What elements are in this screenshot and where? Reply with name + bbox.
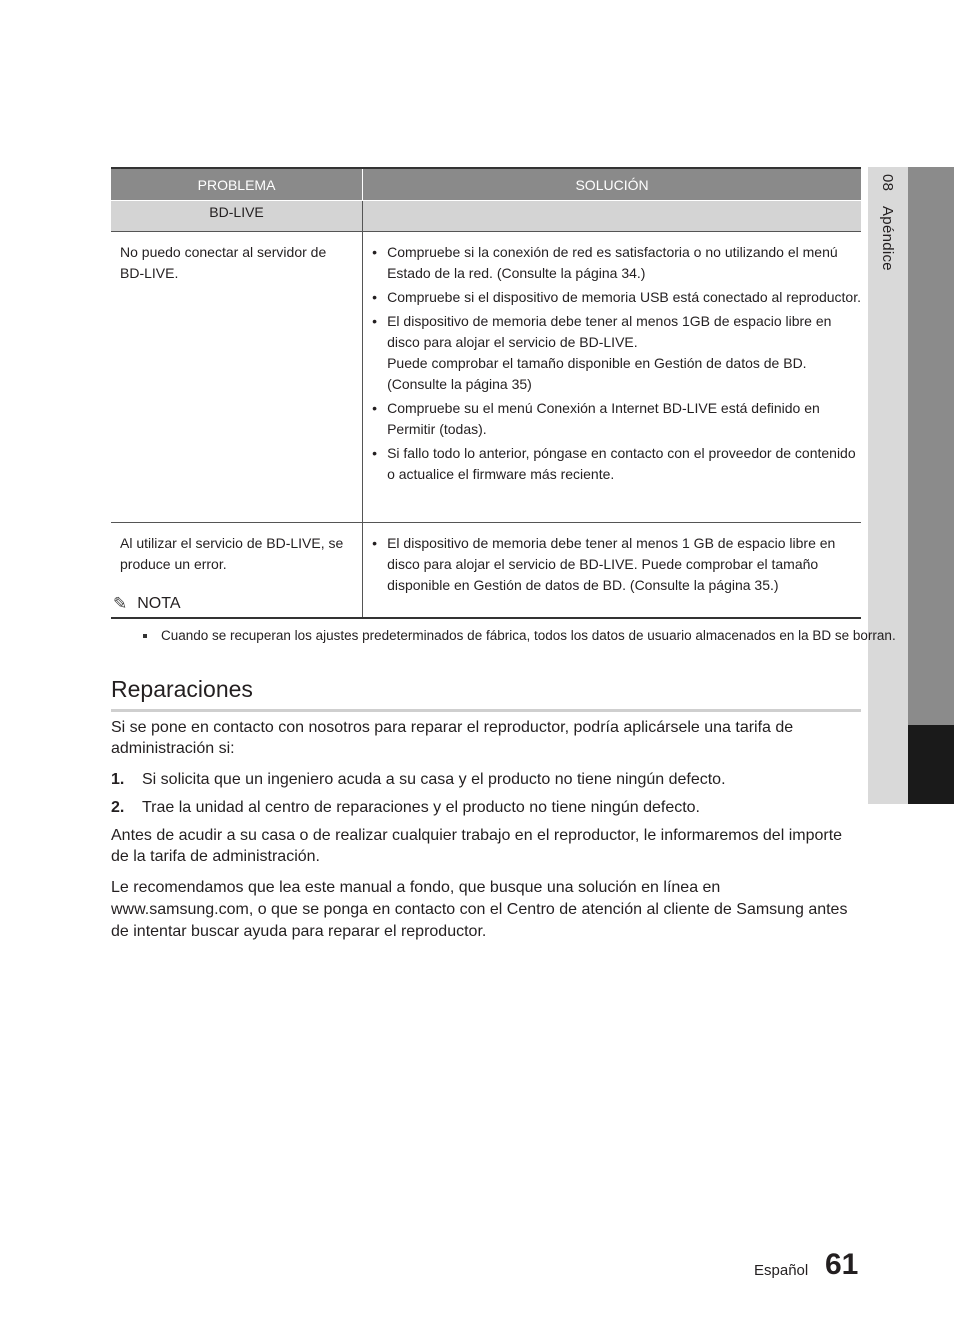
header-problem: PROBLEMA xyxy=(111,168,363,201)
problem-cell: No puedo conectar al servidor de BD-LIVE. xyxy=(111,232,363,523)
problem-cell: Al utilizar el servicio de BD-LIVE, se produce un error. xyxy=(111,523,363,619)
solution-item: • Compruebe su el menú Conexión a Internet BD-LIVE está definido en Permitir (todas). xyxy=(371,398,861,440)
side-tab-marker xyxy=(908,725,954,804)
page-number: 61 xyxy=(825,1248,859,1281)
table-row xyxy=(111,232,861,523)
chapter-side-tab xyxy=(868,167,954,804)
list-item-text: Trae la unidad al centro de reparaciones y el producto no tiene ningún defecto. xyxy=(142,799,700,816)
solution-item: • Si fallo todo lo anterior, póngase en contacto con el proveedor de contenido o actualice el firmware más reciente. xyxy=(371,443,861,485)
chapter-label xyxy=(879,174,896,281)
list-item-number: 1. xyxy=(111,771,125,788)
solution-item-extra: Puede comprobar el tamaño disponible en Gestión de datos de BD. (Consulte la página 35) xyxy=(387,355,807,392)
solution-cell xyxy=(363,523,861,619)
solution-item: • El dispositivo de memoria debe tener al menos 1 GB de espacio libre en disco para alojar el servicio de BD-LIVE. Puede comprobar el tamaño disponible en Gestión de datos de BD. (Consulte la página 35.) xyxy=(371,533,861,596)
section-paragraph: Antes de acudir a su casa o de realizar cualquier trabajo en el reproductor, le informaremos del importe de la tarifa de administración. xyxy=(111,827,843,865)
table-row xyxy=(111,523,861,619)
solution-item: • Compruebe si el dispositivo de memoria USB está conectado al reproductor. xyxy=(371,287,861,308)
section-paragraph: Le recomendamos que lea este manual a fondo, que busque una solución en línea en www.samsung.com, o que se ponga en contacto con el Centro de atención al cliente de Samsung antes de intentar buscar ayuda para reparar el reproductor. xyxy=(111,879,848,940)
section-title: Reparaciones xyxy=(111,676,253,702)
solution-item: • Compruebe si la conexión de red es satisfactoria o no utilizando el menú Estado de la red. (Consulte la página 34.) xyxy=(371,242,861,284)
section-divider xyxy=(111,709,861,712)
note-heading xyxy=(113,594,181,614)
note-item-text: Cuando se recuperan los ajustes predeterminados de fábrica, todos los datos de usuario almacenados en la BD se borran. xyxy=(161,628,896,643)
pencil-icon: ✎ xyxy=(113,594,128,613)
chapter-number: 08 xyxy=(879,174,896,192)
solution-cell xyxy=(363,232,861,523)
troubleshooting-table xyxy=(111,167,861,619)
square-bullet-icon xyxy=(143,634,147,638)
footer-language: Español xyxy=(754,1262,809,1279)
subheader-empty xyxy=(363,201,861,232)
subheader-bd-live: BD-LIVE xyxy=(111,201,363,232)
list-item-text: Si solicita que un ingeniero acuda a su casa y el producto no tiene ningún defecto. xyxy=(142,771,726,788)
section-intro: Si se pone en contacto con nosotros para reparar el reproductor, podría aplicársele una tarifa de administración si: xyxy=(111,719,794,757)
solution-item-text: El dispositivo de memoria debe tener al menos 1GB de espacio libre en disco para alojar el servicio de BD-LIVE. xyxy=(387,313,832,350)
header-solution: SOLUCIÓN xyxy=(363,168,861,201)
note-label: NOTA xyxy=(137,595,181,612)
chapter-title: Apéndice xyxy=(879,205,896,271)
list-item-number: 2. xyxy=(111,799,125,816)
side-tab-strip xyxy=(908,167,954,725)
solution-item xyxy=(371,311,861,395)
